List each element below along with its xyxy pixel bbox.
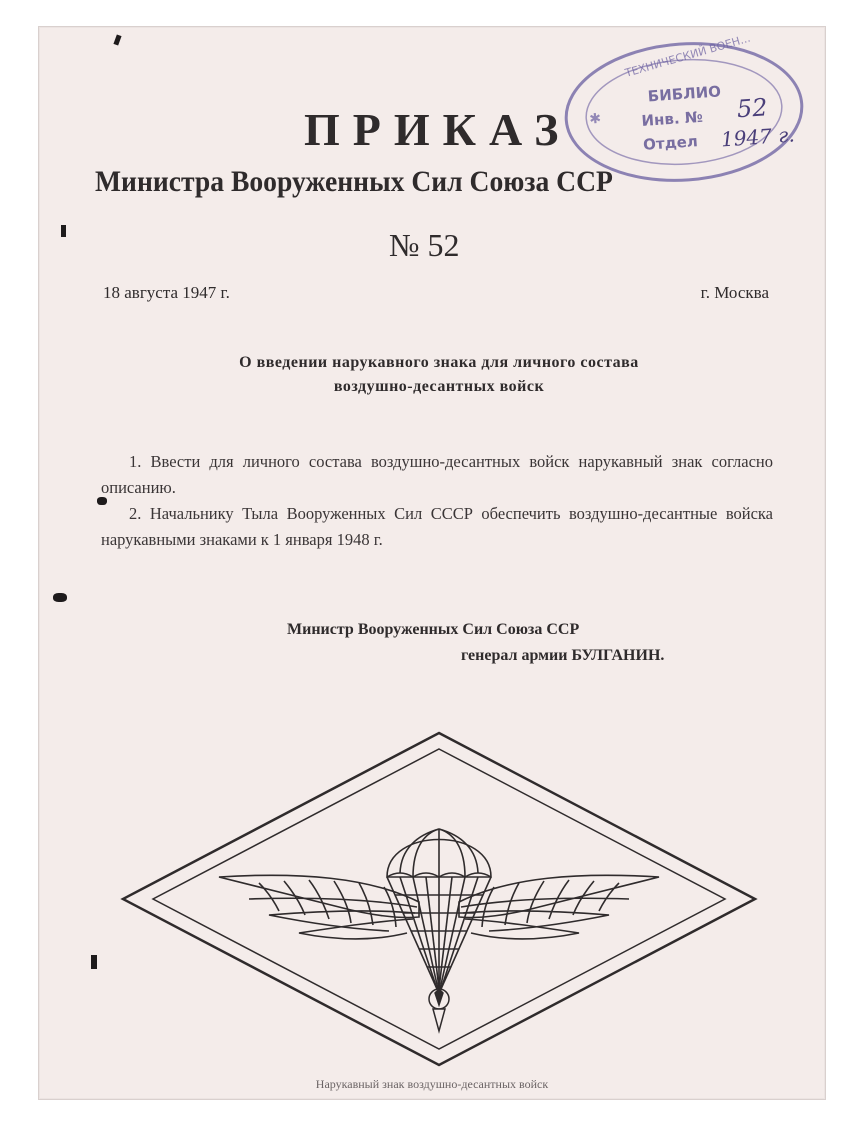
heading-line-2: воздушно-десантных войск bbox=[333, 378, 545, 395]
stamp-handwritten-number: 52 bbox=[735, 93, 769, 124]
parachute-wings-badge-icon bbox=[119, 727, 759, 1067]
stamp-icon bbox=[554, 28, 814, 195]
order-number: № 52 bbox=[389, 227, 460, 263]
ink-speck bbox=[97, 497, 107, 505]
stamp-line-3: Отдел bbox=[642, 132, 699, 154]
order-date: 18 августа 1947 г. bbox=[103, 283, 230, 302]
signature-line-2: генерал армии БУЛГАНИН. bbox=[461, 647, 665, 664]
ink-speck bbox=[91, 955, 97, 969]
stamp-arc-text: ТЕХНИЧЕСКИЙ ВОЕН... bbox=[623, 31, 752, 80]
svg-text:✱: ✱ bbox=[588, 110, 602, 128]
document-sheet bbox=[38, 26, 826, 1100]
paragraph-2: 2. Начальнику Тыла Вооруженных Сил СССР обеспечить воздушно-десантные войска нарукавными знаками к 1 января 1948 г. bbox=[101, 504, 773, 549]
sleeve-badge-drawing bbox=[119, 727, 759, 1067]
paragraph-1: 1. Ввести для личного состава воздушно-десантных войск нарукавный знак согласно описанию. bbox=[101, 452, 773, 497]
order-body bbox=[101, 449, 773, 553]
document-subtitle: Министра Вооруженных Сил Союза ССР bbox=[95, 165, 613, 198]
stamp-line-2: Инв. № bbox=[640, 107, 704, 130]
ink-speck bbox=[113, 34, 121, 45]
signature-block bbox=[287, 617, 664, 669]
ink-speck bbox=[53, 593, 67, 602]
ink-speck bbox=[61, 225, 66, 237]
order-heading bbox=[129, 351, 749, 399]
order-city: г. Москва bbox=[700, 283, 769, 302]
stamp-handwritten-year: 1947 г. bbox=[720, 122, 796, 152]
heading-line-1: О введении нарукавного знака для личного состава bbox=[239, 354, 639, 371]
library-stamp bbox=[554, 28, 814, 195]
badge-caption: Нарукавный знак воздушно-десантных войск bbox=[315, 1077, 549, 1091]
document-title: ПРИКАЗ bbox=[304, 104, 572, 155]
stamp-line-1: БИБЛИО bbox=[647, 82, 722, 106]
signature-line-1: Министр Вооруженных Сил Союза ССР bbox=[287, 621, 580, 638]
